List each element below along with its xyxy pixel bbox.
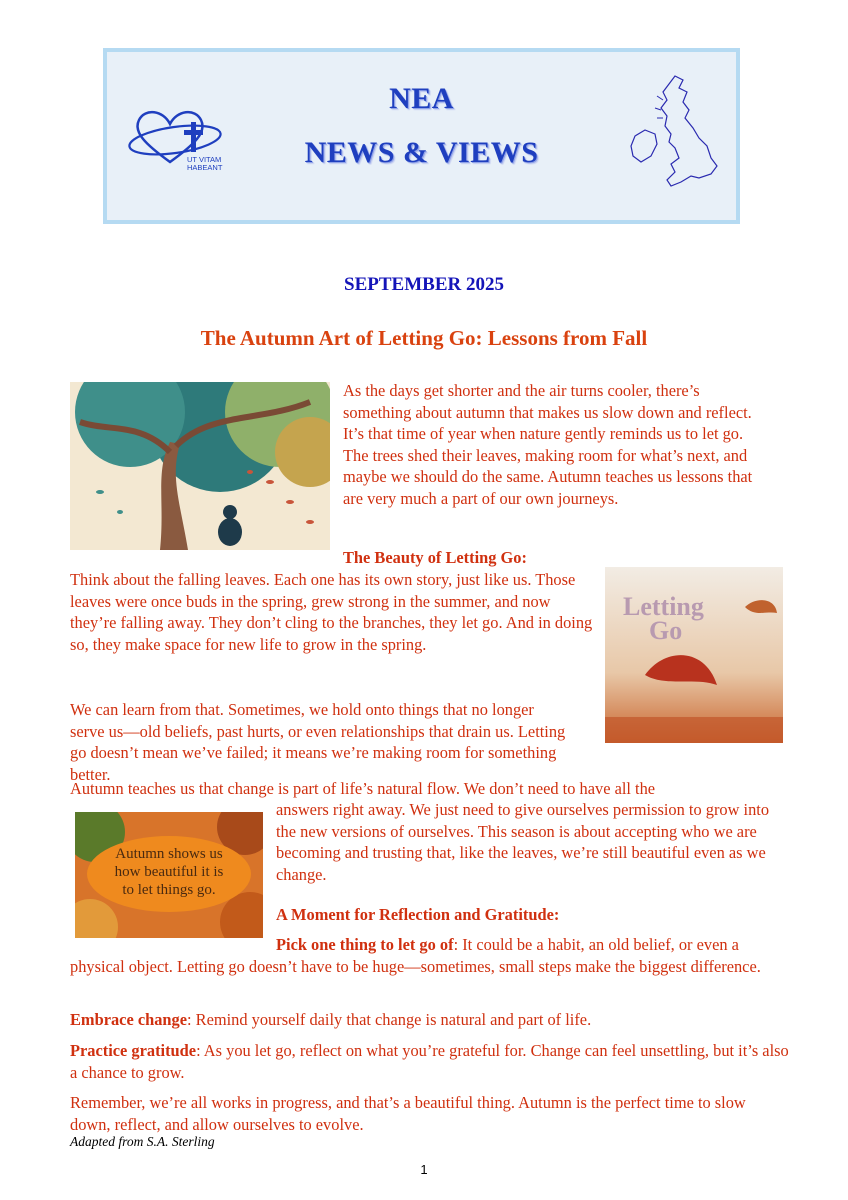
- issue-month: SEPTEMBER 2025: [344, 274, 504, 295]
- go-text: Go: [649, 616, 683, 645]
- page-number: 1: [420, 1162, 428, 1177]
- logo-motto-line2: HABEANT: [187, 163, 223, 172]
- item1-text: : It could be a habit, an old belief, or even a physical object. Letting go doesn’t have to be huge—sometimes, small steps make the biggest difference.: [70, 935, 761, 976]
- closing-paragraph: Remember, we’re all works in progress, and that’s a beautiful thing. Autumn is the perfect time to slow down, reflect, and allow ourselves to evolve.: [70, 1093, 746, 1134]
- logo-motto-line1: UT VITAM: [187, 155, 222, 164]
- item3-label: Practice gratitude: [70, 1041, 197, 1060]
- letting-text: Letting: [623, 592, 704, 621]
- reflection-item-1: [70, 934, 790, 977]
- reflection-item-3: [70, 1040, 790, 1083]
- autumn-quote-image: [75, 812, 263, 938]
- letting-go-leaf-image: [605, 567, 783, 743]
- item2-label: Embrace change: [70, 1010, 187, 1029]
- header-banner: [103, 48, 740, 224]
- section1-heading: The Beauty of Letting Go:: [343, 548, 527, 567]
- quote-line3: to let things go.: [122, 882, 216, 898]
- section1-paragraph2: We can learn from that. Sometimes, we hold onto things that no longer serve us—old beliefs, past hurts, or even relationships that drain us. Letting go doesn’t mean we’ve failed; it means we’re making room for something better.: [70, 700, 566, 784]
- uk-map-icon: [627, 72, 727, 197]
- newsletter-title-line2: NEWS & VIEWS: [304, 136, 539, 169]
- section2-heading: A Moment for Reflection and Gratitude:: [276, 905, 560, 924]
- item3-text: : As you let go, reflect on what you’re grateful for. Change can feel unsettling, but it’s also a chance to grow.: [70, 1041, 789, 1082]
- section1-paragraph3-rest: answers right away. We just need to give ourselves permission to grow into the new versions of ourselves. This season is about accepting who we are becoming and trusting that, like the leaves, we’re still beautiful even as we change.: [276, 800, 770, 884]
- item2-text: : Remind yourself daily that change is natural and part of life.: [187, 1010, 592, 1029]
- section1-paragraph3-start: Autumn teaches us that change is part of life’s natural flow. We don’t need to have all the: [70, 779, 656, 798]
- tree-reading-illustration: [70, 382, 330, 550]
- article-headline: The Autumn Art of Letting Go: Lessons from Fall: [200, 326, 648, 350]
- article-credit: Adapted from S.A. Sterling: [70, 1134, 215, 1149]
- quote-line2: how beautiful it is: [114, 864, 224, 880]
- quote-line1: Autumn shows us: [115, 846, 223, 862]
- reflection-item-2: [70, 1009, 790, 1031]
- newsletter-title-line1: NEA: [389, 82, 454, 115]
- heart-cross-logo: [125, 104, 235, 174]
- intro-paragraph: As the days get shorter and the air turns cooler, there’s something about autumn that makes us slow down and reflect. It’s that time of year when nature gently reminds us to let go. The trees shed their leaves, making room for what’s next, and maybe we should do the same. Autumn teaches us lessons that are very much a part of our own journeys.: [343, 381, 753, 508]
- item1-label: Pick one thing to let go of: [276, 935, 454, 954]
- section1-paragraph1: Think about the falling leaves. Each one has its own story, just like us. Those leaves were once buds in the spring, grew strong in the summer, and now they’re falling away. They don’t cling to the branches, they let go. And in doing so, they make space for new life to grow in the spring.: [70, 570, 593, 654]
